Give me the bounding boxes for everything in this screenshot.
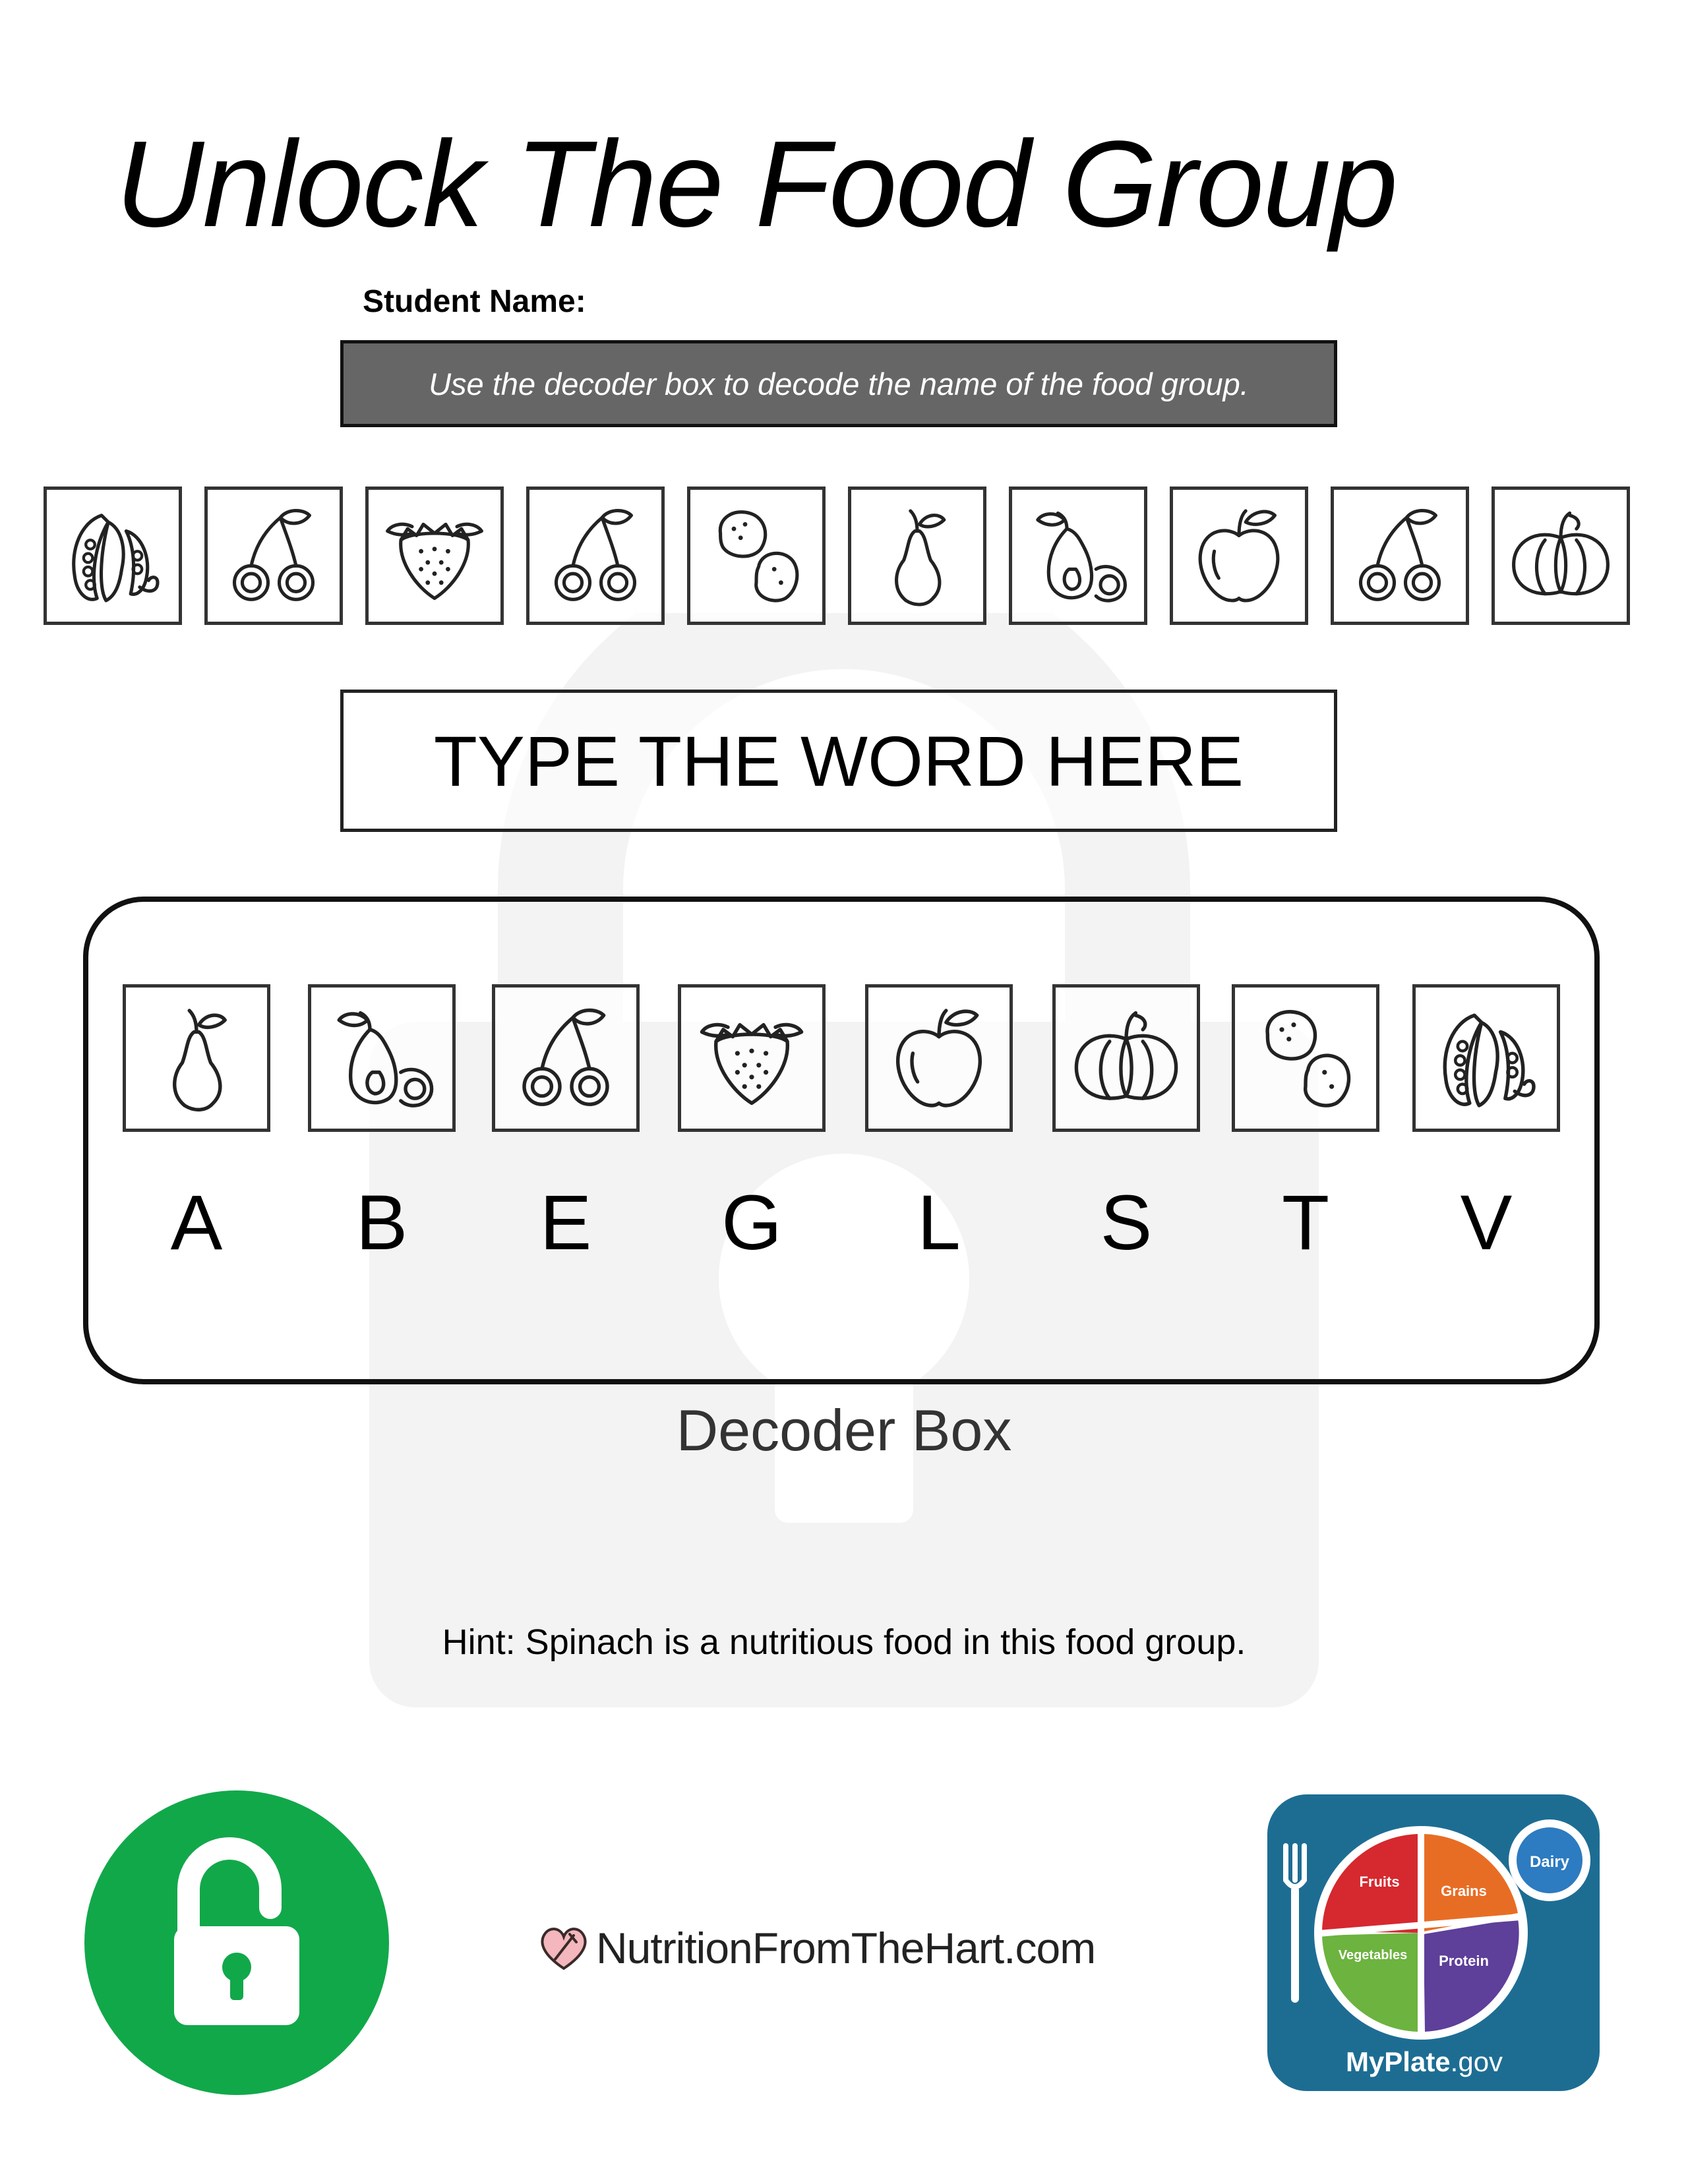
decoder-key-t [1232, 984, 1379, 1132]
unlock-icon [84, 1790, 389, 2095]
code-tile-2 [204, 487, 343, 625]
code-tile-3 [365, 487, 504, 625]
decoder-caption: Decoder Box [676, 1398, 1012, 1463]
code-tile-4 [526, 487, 665, 625]
instruction-text: Use the decoder box to decode the name of the food group. [429, 366, 1249, 401]
potatoes-icon [1246, 999, 1365, 1117]
brand-text: NutritionFromTheHart.com [596, 1924, 1096, 1972]
code-tile-9 [1331, 487, 1469, 625]
student-name-label: Student Name: [363, 284, 586, 319]
cherries-icon [539, 500, 651, 612]
decoder-letter: S [1100, 1179, 1153, 1266]
instruction-bar [340, 340, 1337, 427]
myplate-grains-label: Grains [1441, 1883, 1487, 1899]
decoder-key-l [865, 984, 1013, 1132]
pear-icon [861, 500, 973, 612]
decoder-letter: G [721, 1179, 782, 1266]
answer-input[interactable] [340, 690, 1337, 832]
code-tile-8 [1170, 487, 1308, 625]
decoder-letter: L [917, 1179, 961, 1266]
code-tile-5 [687, 487, 826, 625]
apple-icon [880, 999, 998, 1117]
decoder-key-a [123, 984, 270, 1132]
code-tile-10 [1492, 487, 1630, 625]
heart-utensils-icon [535, 1920, 592, 1976]
peas-icon [1427, 999, 1546, 1117]
decoder-key-e [492, 984, 640, 1132]
page-title: Unlock The Food Group [115, 116, 1397, 252]
decoder-letter: A [170, 1179, 223, 1266]
myplate-tld: .gov [1450, 2046, 1503, 2077]
potatoes-icon [700, 500, 812, 612]
pumpkin-icon [1067, 999, 1186, 1117]
decoder-key-v [1412, 984, 1560, 1132]
decoder-letter: B [355, 1179, 408, 1266]
decoder-letter: E [539, 1179, 592, 1266]
cherries-icon [218, 500, 330, 612]
myplate-site: MyPlate [1345, 2046, 1451, 2077]
pumpkin-icon [1505, 500, 1617, 612]
decoder-letter: T [1281, 1179, 1330, 1266]
brand-link[interactable] [535, 1912, 1095, 1984]
decoder-key-s [1052, 984, 1200, 1132]
code-tile-6 [848, 487, 986, 625]
strawberry-icon [378, 500, 491, 612]
decoder-key-g [678, 984, 826, 1132]
myplate-logo [1267, 1794, 1600, 2091]
avocado-icon [322, 999, 441, 1117]
strawberry-icon [692, 999, 811, 1117]
decoder-key-b [308, 984, 456, 1132]
apple-icon [1183, 500, 1295, 612]
decoder-box [83, 897, 1600, 1384]
myplate-protein-label: Protein [1439, 1953, 1489, 1969]
avocado-icon [1022, 500, 1134, 612]
myplate-fruits-label: Fruits [1359, 1874, 1400, 1890]
answer-placeholder: TYPE THE WORD HERE [433, 721, 1244, 801]
cherries-icon [506, 999, 625, 1117]
myplate-wordmark [1346, 2046, 1503, 2077]
code-tile-7 [1009, 487, 1147, 625]
cherries-icon [1344, 500, 1456, 612]
peas-icon [57, 500, 169, 612]
decoder-letter: V [1460, 1179, 1513, 1266]
myplate-dairy-label: Dairy [1529, 1853, 1570, 1871]
pear-icon [137, 999, 256, 1117]
hint-text: Hint: Spinach is a nutritious food in this food group. [442, 1622, 1246, 1662]
code-tile-1 [44, 487, 182, 625]
myplate-vegetables-label: Vegetables [1338, 1948, 1408, 1963]
